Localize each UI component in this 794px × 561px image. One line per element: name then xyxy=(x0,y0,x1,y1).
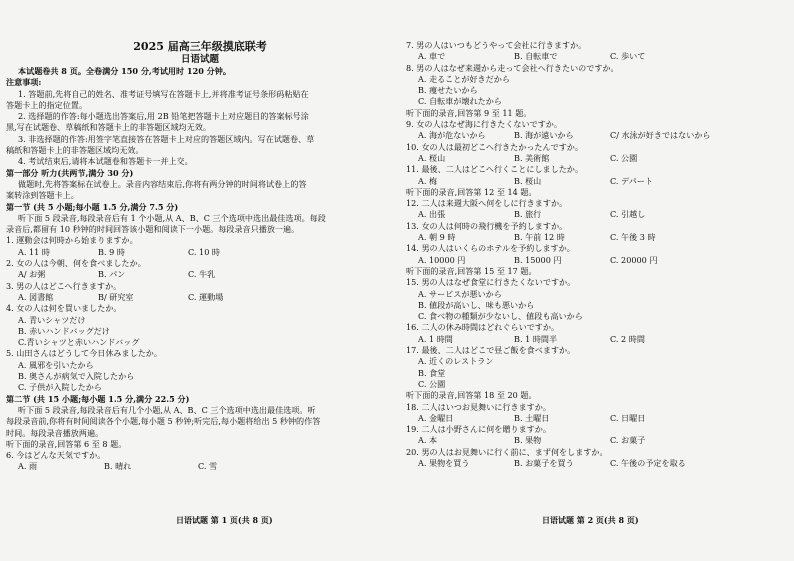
option-c: C. 午後の予定を取る xyxy=(610,457,686,468)
section2-desc: 时间。每段录音播放两遍。 xyxy=(6,427,104,438)
question-options xyxy=(406,153,790,164)
option-b: B. 美術館 xyxy=(514,152,550,163)
part1-heading: 第一部分 听力(共两节,满分 30 分) xyxy=(6,167,134,178)
question-stem: 12. 二人は来週大阪へ何をしに行きますか。 xyxy=(406,198,568,209)
option-c: C. お菓子 xyxy=(610,435,646,446)
exam-title: 2025 届高三年级摸底联考 xyxy=(133,40,267,53)
question-stem: 18. 二人はいつお見舞いに行きますか。 xyxy=(406,401,551,412)
listen-instruction: 听下面的录音,回答第 6 至 8 题。 xyxy=(6,438,127,449)
question-options xyxy=(6,247,394,258)
option-b: B/ 研究室 xyxy=(98,291,134,302)
question-options xyxy=(6,292,394,303)
question-stem: 4. 女の人は何を買いましたか。 xyxy=(6,303,122,314)
listen-instruction: 听下面的录音,回答第 9 至 11 题。 xyxy=(406,107,532,118)
option-a: A. 近くのレストラン xyxy=(418,356,494,367)
section2-desc: 每段录音前,你将有时间阅读各个小题,每小题 5 秒钟;听完后,每小题将给出 5 秒钟的作答 xyxy=(6,416,321,427)
question-stem: 19. 二人は小野さんに何を贈りますか。 xyxy=(406,424,551,435)
option-b: B. 痩せたいから xyxy=(418,85,478,96)
question-stem: 2. 女の人は今朝、何を食べましたか。 xyxy=(6,258,146,269)
option-c: C. 引越し xyxy=(610,209,646,220)
option-b: B. パン xyxy=(98,269,126,280)
question-stem: 15. 男の人はなぜ食堂に行きたくないですか。 xyxy=(406,277,576,288)
option-c: C. 10 時 xyxy=(188,246,221,257)
part1-desc: 做题时,先将答案标在试卷上。录音内容结束后,你将有两分钟的时间将试卷上的答 xyxy=(18,178,307,189)
option-c: C. 運動場 xyxy=(188,291,224,302)
option-c: C. 日曜日 xyxy=(610,412,646,423)
section1-desc: 录音后,都留有 10 秒钟的时间回答该小题和阅读下一小题。每段录音只播放一遍。 xyxy=(6,224,300,235)
notice-heading: 注意事项: xyxy=(6,77,42,88)
option-a: A. 朝 9 時 xyxy=(418,232,456,243)
option-c: C. 子供が入院したから xyxy=(18,382,102,393)
notice-line: 答题卡上的指定位置。 xyxy=(6,99,87,110)
notice-line: 2. 选择题的作答:每小题选出答案后,用 2B 铅笔把答题卡上对应题目的答案标号涂 xyxy=(18,111,309,122)
option-a: A. 10000 円 xyxy=(418,254,466,265)
option-a: A. サービスが悪いから xyxy=(418,288,502,299)
option-b: B. 海が遠いから xyxy=(514,130,574,141)
section2-heading: 第二节 (共 15 小题;每小题 1.5 分,满分 22.5 分) xyxy=(6,393,190,404)
option-a: A. 図書館 xyxy=(18,291,54,302)
question-options xyxy=(6,269,394,280)
option-c: C. 雪 xyxy=(198,461,218,472)
question-options xyxy=(406,334,790,345)
question-stem: 14. 男の人はいくらのホテルを予約しますか。 xyxy=(406,243,575,254)
question-stem: 7. 男の人はいつもどうやって会社に行きますか。 xyxy=(406,40,587,50)
right-column xyxy=(406,40,790,469)
option-a: A/ お粥 xyxy=(18,269,46,280)
option-a: A. 11 時 xyxy=(18,246,50,257)
option-b: B. 9 時 xyxy=(98,246,125,257)
option-a: A. 雨 xyxy=(18,461,38,472)
section1-desc: 听下面 5 段录音,每段录音后有 1 个小题,从 A、B、C 三个选项中选出最佳选项。每段 xyxy=(18,212,326,223)
option-b: B. 晴れ xyxy=(104,461,132,472)
page-footer-right: 日语试题 第 2 页(共 8 页) xyxy=(542,515,639,525)
option-a: A. 風邪を引いたから xyxy=(18,359,94,370)
question-options xyxy=(406,130,790,141)
section2-desc: 听下面 5 段录音,每段录音后有几个小题,从 A、B、C 三个选项中选出最佳选项。听 xyxy=(18,404,316,415)
question-stem: 9. 女の人はなぜ海に行きたくないですか。 xyxy=(406,119,562,130)
option-b: B. 赤いハンドバッグだけ xyxy=(18,325,110,336)
notice-line: 黑,写在试题卷、草稿纸和答题卡上的非答题区域均无效。 xyxy=(6,122,211,133)
option-c: C. 公園 xyxy=(418,378,446,389)
question-stem: 20. 男の人はお見舞いに行く前に、まず何をしますか。 xyxy=(406,446,608,457)
option-c: C/ 水泳が好きではないから xyxy=(610,130,711,141)
option-b: B. 午前 12 時 xyxy=(514,232,565,243)
listen-instruction: 听下面的录音,回答第 18 至 20 题。 xyxy=(406,390,537,401)
question-options xyxy=(406,209,790,220)
option-a: A. 青いシャツだけ xyxy=(18,314,86,325)
option-c: C. 午後 3 時 xyxy=(610,232,656,243)
question-options xyxy=(406,51,790,62)
question-stem: 5. 山田さんはどうして今日休みましたか。 xyxy=(6,348,162,359)
option-a: A. 走ることが好きだから xyxy=(418,73,510,84)
option-b: B. 値段が高いし、味も悪いから xyxy=(418,299,535,310)
option-a: A. 出張 xyxy=(418,209,446,220)
listen-instruction: 听下面的录音,回答第 15 至 17 题。 xyxy=(406,265,537,276)
question-stem: 1. 運動会は何時から始まりますか。 xyxy=(6,235,138,246)
question-options xyxy=(406,413,790,424)
question-stem: 16. 二人の休み時間はどれぐらいですか。 xyxy=(406,322,560,333)
option-c: C. 歩いて xyxy=(610,51,646,62)
option-b: B. 果物 xyxy=(514,435,542,446)
question-stem: 17. 最後、二人はどこで昼ご飯を食べますか。 xyxy=(406,345,576,356)
part1-desc: 案转涂到答题卡上。 xyxy=(6,190,79,201)
left-column xyxy=(6,40,394,473)
option-b: B. 自転車で xyxy=(514,51,558,62)
option-c: C. 2 時間 xyxy=(610,333,645,344)
option-a: A. 本 xyxy=(418,435,438,446)
question-options xyxy=(406,255,790,266)
notice-line: 稿纸和答题卡上的非答题区域均无效。 xyxy=(6,145,144,156)
option-c: C. 公園 xyxy=(610,152,638,163)
question-stem: 11. 最後、二人はどこへ行くことにしましたか。 xyxy=(406,164,583,175)
section1-heading: 第一节 (共 5 小题;每小题 1.5 分,满分 7.5 分) xyxy=(6,201,179,212)
question-stem: 6. 今はどんな天気ですか。 xyxy=(6,450,106,461)
option-b: B. 1 時間半 xyxy=(514,333,558,344)
question-options xyxy=(406,176,790,187)
option-a: A. 桜山 xyxy=(418,152,446,163)
option-c: C.青いシャツと赤いハンドバッグ xyxy=(18,337,140,348)
option-a: A. 金曜日 xyxy=(418,412,454,423)
option-b: B. 旅行 xyxy=(514,209,542,220)
question-stem: 3. 男の人はどこへ行きますか。 xyxy=(6,280,122,291)
question-options xyxy=(406,435,790,446)
page-footer-left: 日语试题 第 1 页(共 8 页) xyxy=(176,515,273,525)
option-a: A. 車で xyxy=(418,51,446,62)
option-a: A. 海が危ないから xyxy=(418,130,486,141)
option-c: C. 牛乳 xyxy=(188,269,216,280)
question-options xyxy=(6,461,394,472)
option-c: C. デパート xyxy=(610,175,653,186)
option-c: C. 20000 円 xyxy=(610,254,658,265)
option-b: B. 食堂 xyxy=(418,367,446,378)
question-stem: 8. 男の人はなぜ来週から走って会社へ行きたいのですか。 xyxy=(406,62,619,73)
exam-info: 本试题卷共 8 页。全卷满分 150 分,考试用时 120 分钟。 xyxy=(18,66,231,76)
notice-line: 4. 考试结束后,请将本试题卷和答题卡一并上交。 xyxy=(18,156,193,167)
question-stem: 10. 女の人は最初どこへ行きたかったんですか。 xyxy=(406,141,583,152)
option-a: A. 果物を買う xyxy=(418,457,470,468)
question-options xyxy=(406,232,790,243)
option-b: B. 桜山 xyxy=(514,175,542,186)
option-b: B. 土曜日 xyxy=(514,412,550,423)
option-b: B. 奥さんが病気で入院したから xyxy=(18,371,135,382)
option-a: A. 1 時間 xyxy=(418,333,453,344)
exam-subtitle: 日语试题 xyxy=(180,54,219,65)
question-options xyxy=(406,458,790,469)
option-c: C. 自転車が壊れたから xyxy=(418,96,502,107)
listen-instruction: 听下面的录音,回答第 12 至 14 题。 xyxy=(406,186,537,197)
notice-line: 3. 非选择题的作答:用签字笔直接答在答题卡上对应的答题区域内。写在试题卷、草 xyxy=(18,133,315,144)
option-c: C. 食べ物の種類が少ないし、値段も高いから xyxy=(418,311,583,322)
option-b: B. お菓子を買う xyxy=(514,457,574,468)
option-b: B. 15000 円 xyxy=(514,254,562,265)
option-a: A. 梅 xyxy=(418,175,438,186)
notice-line: 1. 答题前,先将自己的姓名、准考证号填写在答题卡上,并将准考证号条形码粘贴在 xyxy=(18,88,309,99)
question-stem: 13. 女の人は何時の飛行機を予約しますか。 xyxy=(406,220,568,231)
